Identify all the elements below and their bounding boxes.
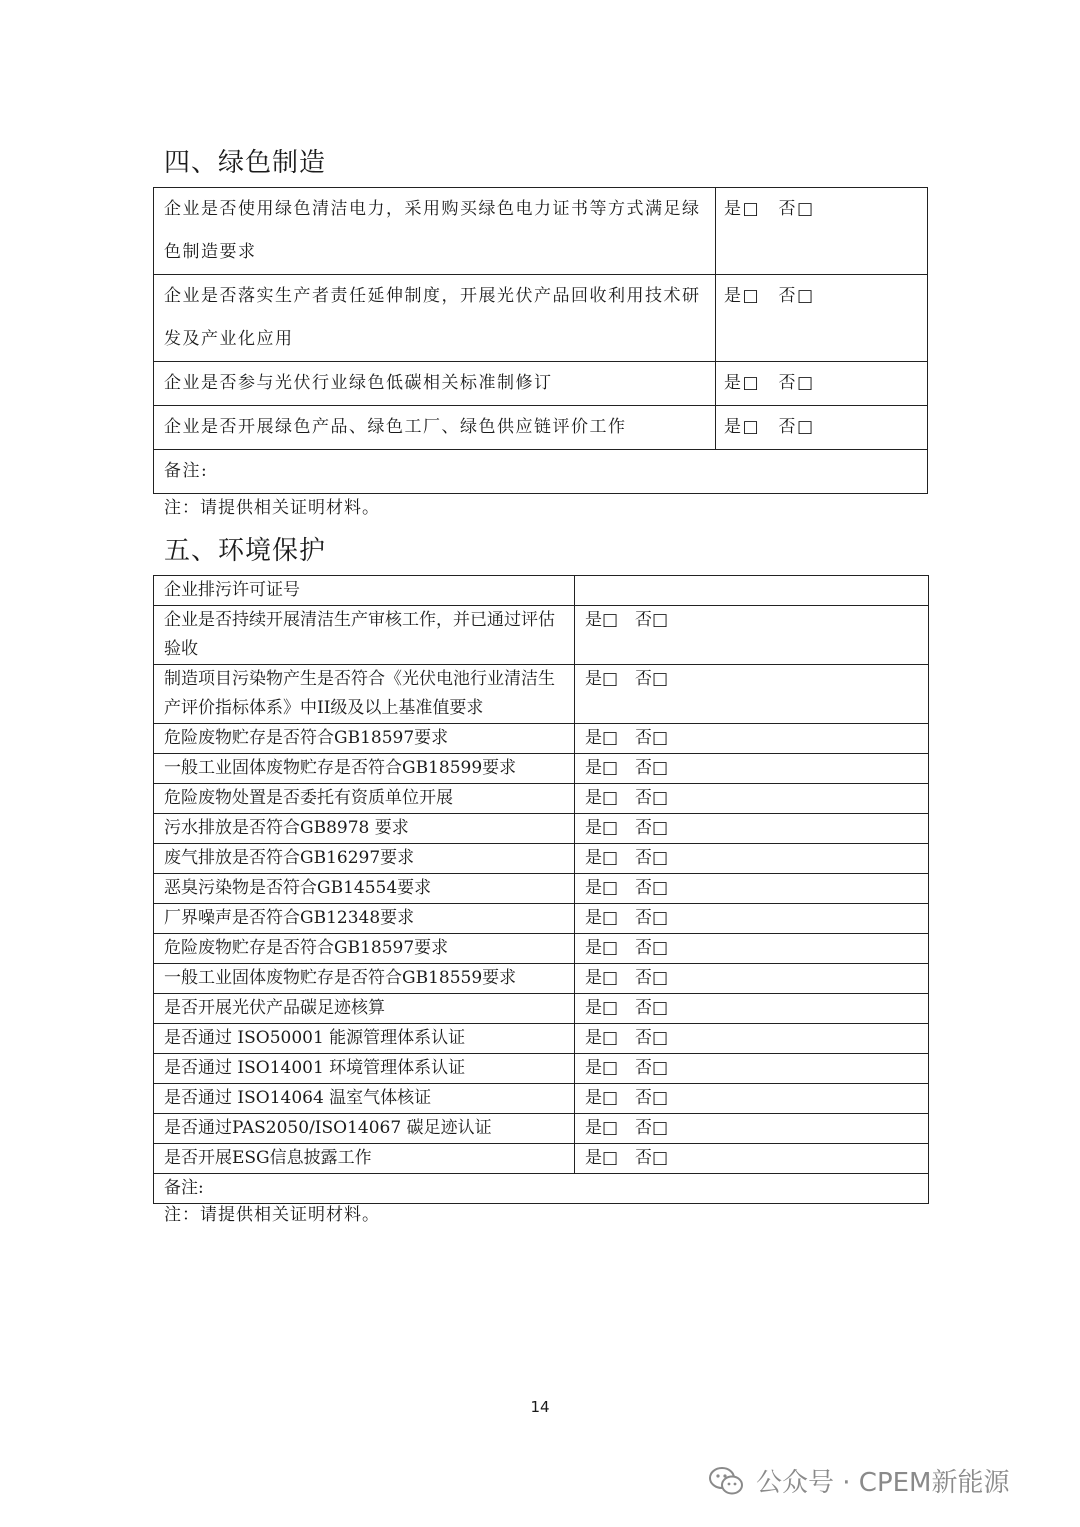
question-cell: 企业是否使用绿色清洁电力，采用购买绿色电力证书等方式满足绿色制造要求 (154, 188, 716, 275)
table-row (154, 994, 929, 1024)
answer-checkbox-cell[interactable]: 是□ 否□ (575, 1084, 929, 1114)
question-cell: 企业是否落实生产者责任延伸制度，开展光伏产品回收利用技术研发及产业化应用 (154, 275, 716, 362)
table-row (154, 784, 929, 814)
answer-checkbox-cell[interactable]: 是□ 否□ (575, 1054, 929, 1084)
question-cell: 企业是否持续开展清洁生产审核工作，并已通过评估验收 (154, 606, 575, 665)
section-4-title: 四、绿色制造 (164, 148, 327, 178)
question-cell: 一般工业固体废物贮存是否符合GB18559要求 (154, 964, 575, 994)
table-row (154, 1144, 929, 1174)
environmental-protection-table (153, 575, 929, 1204)
table-row (154, 1114, 929, 1144)
table-row (154, 406, 928, 450)
answer-checkbox-cell[interactable]: 是□ 否□ (575, 874, 929, 904)
table-row (154, 665, 929, 724)
remark-row (154, 1174, 929, 1204)
table-row (154, 576, 929, 606)
answer-checkbox-cell[interactable]: 是□ 否□ (575, 814, 929, 844)
table-row (154, 1054, 929, 1084)
permit-number-input-cell[interactable] (575, 576, 929, 606)
table-row (154, 844, 929, 874)
answer-checkbox-cell[interactable]: 是□ 否□ (575, 665, 929, 724)
question-cell: 制造项目污染物产生是否符合《光伏电池行业清洁生产评价指标体系》中II级及以上基准值要求 (154, 665, 575, 724)
answer-checkbox-cell[interactable]: 是□ 否□ (575, 784, 929, 814)
question-cell: 是否通过 ISO14064 温室气体核证 (154, 1084, 575, 1114)
question-cell: 企业是否参与光伏行业绿色低碳相关标准制修订 (154, 362, 716, 406)
answer-checkbox-cell[interactable]: 是□ 否□ (575, 1024, 929, 1054)
table-row (154, 188, 928, 275)
table-row (154, 754, 929, 784)
answer-checkbox-cell[interactable]: 是□ 否□ (575, 606, 929, 665)
table-row (154, 606, 929, 665)
question-cell: 企业是否开展绿色产品、绿色工厂、绿色供应链评价工作 (154, 406, 716, 450)
answer-checkbox-cell[interactable]: 是□ 否□ (575, 994, 929, 1024)
answer-checkbox-cell[interactable]: 是□ 否□ (575, 1144, 929, 1174)
table-row (154, 814, 929, 844)
question-cell: 危险废物处置是否委托有资质单位开展 (154, 784, 575, 814)
question-cell: 是否开展ESG信息披露工作 (154, 1144, 575, 1174)
answer-checkbox-cell[interactable]: 是□ 否□ (575, 1114, 929, 1144)
answer-checkbox-cell[interactable]: 是□ 否□ (716, 406, 928, 450)
remark-cell[interactable]: 备注: (154, 450, 928, 494)
watermark (708, 1462, 1010, 1499)
answer-checkbox-cell[interactable]: 是□ 否□ (575, 934, 929, 964)
answer-checkbox-cell[interactable]: 是□ 否□ (575, 844, 929, 874)
table-row (154, 934, 929, 964)
answer-checkbox-cell[interactable]: 是□ 否□ (716, 188, 928, 275)
remark-cell[interactable]: 备注: (154, 1174, 929, 1204)
wechat-icon (708, 1466, 744, 1496)
table-row (154, 724, 929, 754)
table-row (154, 1024, 929, 1054)
section-5-note: 注：请提供相关证明材料。 (164, 1205, 380, 1225)
answer-checkbox-cell[interactable]: 是□ 否□ (575, 964, 929, 994)
answer-checkbox-cell[interactable]: 是□ 否□ (716, 275, 928, 362)
question-cell: 污水排放是否符合GB8978 要求 (154, 814, 575, 844)
question-cell: 是否通过 ISO14001 环境管理体系认证 (154, 1054, 575, 1084)
table-row (154, 1084, 929, 1114)
question-cell: 是否通过 ISO50001 能源管理体系认证 (154, 1024, 575, 1054)
answer-checkbox-cell[interactable]: 是□ 否□ (575, 724, 929, 754)
question-cell: 废气排放是否符合GB16297要求 (154, 844, 575, 874)
question-cell: 厂界噪声是否符合GB12348要求 (154, 904, 575, 934)
page-number: 14 (530, 1398, 550, 1416)
section-5-title: 五、环境保护 (164, 536, 327, 566)
answer-checkbox-cell[interactable]: 是□ 否□ (575, 904, 929, 934)
green-manufacturing-table (153, 187, 928, 494)
remark-row (154, 450, 928, 494)
question-cell: 一般工业固体废物贮存是否符合GB18599要求 (154, 754, 575, 784)
answer-checkbox-cell[interactable]: 是□ 否□ (716, 362, 928, 406)
question-cell: 恶臭污染物是否符合GB14554要求 (154, 874, 575, 904)
section-4-note: 注：请提供相关证明材料。 (164, 498, 380, 518)
table-row (154, 275, 928, 362)
answer-checkbox-cell[interactable]: 是□ 否□ (575, 754, 929, 784)
question-cell: 企业排污许可证号 (154, 576, 575, 606)
question-cell: 是否通过PAS2050/ISO14067 碳足迹认证 (154, 1114, 575, 1144)
question-cell: 危险废物贮存是否符合GB18597要求 (154, 724, 575, 754)
question-cell: 是否开展光伏产品碳足迹核算 (154, 994, 575, 1024)
table-row (154, 874, 929, 904)
table-row (154, 904, 929, 934)
table-row (154, 964, 929, 994)
table-row (154, 362, 928, 406)
question-cell: 危险废物贮存是否符合GB18597要求 (154, 934, 575, 964)
watermark-text: 公众号 · CPEM新能源 (756, 1468, 1010, 1498)
